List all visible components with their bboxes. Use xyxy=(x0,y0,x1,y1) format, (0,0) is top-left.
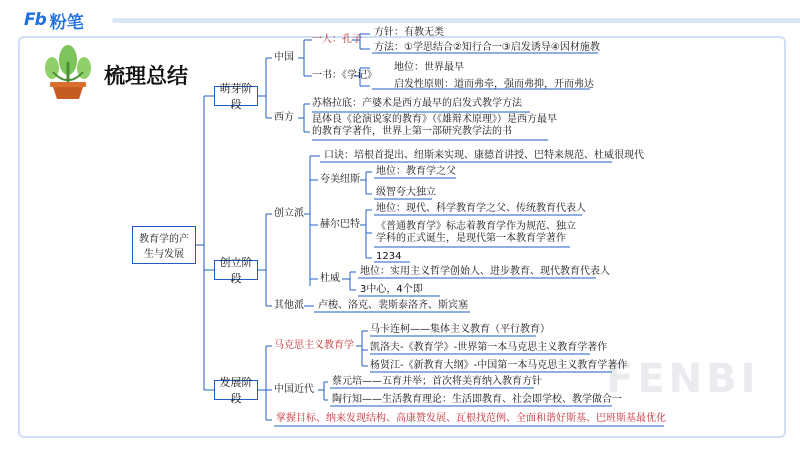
node-book: 一书：《学记》 xyxy=(312,70,377,81)
watermark: FENBI xyxy=(606,356,760,402)
brand-name: 粉笔 xyxy=(49,12,84,33)
node-others: 其他派 xyxy=(274,300,304,311)
stage-develop: 发展阶段 xyxy=(214,380,258,400)
node-slogan: 口诀：培根首提出、纽斯来实现、康德首讲授、巴特来规范、杜威很现代 xyxy=(324,150,644,161)
node-quintilian: 昆体良《论演说家的教育》（《雄辩术原理》）是西方最早的教育学著作，世界上第一部研究教学法的书 xyxy=(312,114,557,137)
stage-sprout: 萌芽阶段 xyxy=(214,86,258,106)
node-kairov: 凯洛夫-《教育学》-世界第一本马克思主义教育学著作 xyxy=(370,342,608,353)
node-book-principle: 启发性原则：道而弗牵，强而弗抑，开而弗达 xyxy=(394,79,594,90)
node-confucius: 一人：孔子 xyxy=(312,34,362,45)
node-cai: 蔡元培——五育并举；首次将美育纳入教育方针 xyxy=(332,376,542,387)
stage-found: 创立阶段 xyxy=(214,260,258,280)
node-marx: 马克思主义教育学 xyxy=(274,340,354,351)
node-others-names: 卢梭、洛克、裴斯泰洛齐、斯宾塞 xyxy=(318,300,468,311)
node-china: 中国 xyxy=(274,52,294,63)
node-herbart: 赫尔巴特 xyxy=(320,219,360,230)
node-comenius-status: 地位：教育学之父 xyxy=(376,166,456,177)
node-yang: 杨贤江-《新教育大纲》-中国第一本马克思主义教育学著作 xyxy=(370,360,628,371)
node-comenius: 夸美纽斯 xyxy=(320,174,360,185)
root-node: 教育学的产生与发展 xyxy=(132,226,196,264)
node-bottom-summary: 掌握目标、纳来发现结构、高康赞发展、瓦根找范例、全面和谐好斯基、巴班斯基最优化 xyxy=(276,413,666,424)
node-dewey: 杜威 xyxy=(320,273,340,284)
node-policy: 方针：有教无类 xyxy=(374,27,444,38)
node-socrates: 苏格拉底：产婆术是西方最早的启发式教学方法 xyxy=(312,98,522,109)
node-comenius-book: 级智夸大独立 xyxy=(376,187,436,198)
node-tao: 陶行知——生活教育理论：生活即教育、社会即学校、教学做合一 xyxy=(332,394,622,405)
node-founders: 创立派 xyxy=(274,208,304,219)
node-method: 方法：①学思结合②知行合一③启发诱导④因材施教 xyxy=(374,42,600,53)
node-herbart-book: 《普通教育学》标志着教育学作为规范、独立学科的正式诞生，是现代第一本教育学著作 xyxy=(376,221,576,244)
node-herbart-status: 地位：现代、科学教育学之父、传统教育代表人 xyxy=(376,203,586,214)
node-dewey-three: 3中心，4个即 xyxy=(360,284,423,295)
node-herbart-num: 1234 xyxy=(376,251,402,262)
page-title: 梳理总结 xyxy=(104,64,188,88)
node-book-status: 地位：世界最早 xyxy=(394,62,464,73)
node-makarenko: 马卡连柯——集体主义教育（平行教育） xyxy=(370,324,550,335)
node-dewey-status: 地位：实用主义哲学创始人、进步教育、现代教育代表人 xyxy=(360,266,610,277)
node-west: 西方 xyxy=(274,112,294,123)
node-china-modern: 中国近代 xyxy=(274,384,314,395)
brand-logo: Fb xyxy=(24,10,46,30)
